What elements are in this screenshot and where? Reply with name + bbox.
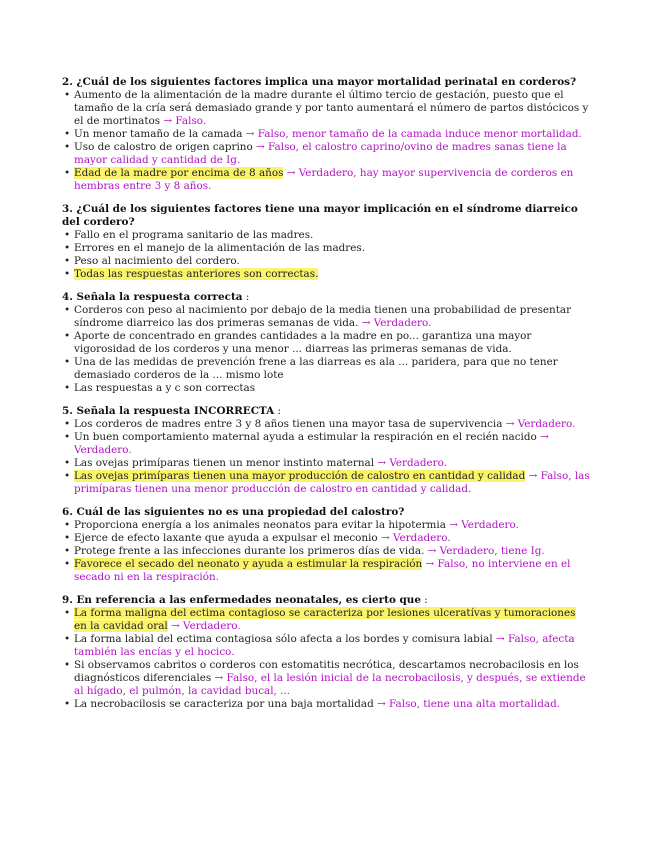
answer-note: → Verdadero. bbox=[374, 457, 447, 469]
question-title: 9. En referencia a las enfermedades neonatales, es cierto que : bbox=[62, 594, 428, 606]
option-item bbox=[62, 242, 590, 255]
option-text: Los corderos de madres entre 3 y 8 años tienen una mayor tasa de supervivencia bbox=[74, 418, 503, 430]
option-item bbox=[62, 698, 590, 711]
question-2 bbox=[62, 76, 590, 193]
answer-note: → Falso, las primíparas tienen una menor producción de calostro en cantidad y calidad. bbox=[74, 470, 590, 495]
answer-note: → Falso, el calostro caprino/ovino de madres sanas tiene la mayor calidad y cantidad de Ig. bbox=[74, 141, 567, 166]
answer-list bbox=[62, 229, 590, 281]
option-text: Un menor tamaño de la camada bbox=[74, 128, 243, 140]
answer-note: → Falso, afecta también las encías y el hocico. bbox=[74, 633, 575, 658]
option-item bbox=[62, 89, 590, 128]
option-text: Las ovejas primíparas tienen un menor instinto maternal bbox=[74, 457, 375, 469]
question-9 bbox=[62, 594, 590, 711]
question-title: 2. ¿Cuál de los siguientes factores implica una mayor mortalidad perinatal en corderos? bbox=[62, 76, 577, 88]
answer-note: → Falso, menor tamaño de la camada induce menor mortalidad. bbox=[242, 128, 582, 140]
option-item bbox=[62, 141, 590, 167]
highlighted-option-text: Las ovejas primíparas tienen una mayor producción de calostro en cantidad y calidad bbox=[74, 470, 526, 482]
answer-list bbox=[62, 418, 590, 496]
option-text: Proporciona energía a los animales neonatos para evitar la hipotermia bbox=[74, 519, 446, 531]
answer-list bbox=[62, 89, 590, 193]
question-title: 3. ¿Cuál de los siguientes factores tiene una mayor implicación en el síndrome diarreico del cordero? bbox=[62, 203, 578, 228]
highlighted-option-text: La forma maligna del ectima contagioso se caracteriza por lesiones ulceratívas y tumoraciones en la cavidad oral bbox=[74, 607, 576, 632]
question-5 bbox=[62, 405, 590, 496]
option-item bbox=[62, 431, 590, 457]
option-text: Una de las medidas de prevención frene a las diarreas es ala ... paridera, para que no tener demasiado corderos de la ... mismo lote bbox=[74, 356, 558, 381]
answer-list bbox=[62, 304, 590, 395]
answer-list bbox=[62, 519, 590, 584]
option-item bbox=[62, 532, 590, 545]
option-item bbox=[62, 558, 590, 584]
answer-note: → Verdadero. bbox=[445, 519, 519, 531]
answer-note: → Falso, no interviene en el secado ni en la respiración. bbox=[74, 558, 571, 583]
answer-note: → Verdadero. bbox=[502, 418, 576, 430]
option-text: La forma labial del ectima contagiosa sólo afecta a los bordes y comisura labial bbox=[74, 633, 493, 645]
option-text: Fallo en el programa sanitario de las madres. bbox=[74, 229, 314, 241]
option-item bbox=[62, 457, 590, 470]
answer-note: → Verdadero. bbox=[358, 317, 432, 329]
option-item bbox=[62, 255, 590, 268]
question-title: 5. Señala la respuesta INCORRECTA : bbox=[62, 405, 282, 417]
option-item bbox=[62, 607, 590, 633]
answer-note: → Verdadero, hay mayor supervivencia de corderos en hembras entre 3 y 8 años. bbox=[74, 167, 574, 192]
answer-note: → Verdadero, tiene Ig. bbox=[424, 545, 545, 557]
answer-note: → Verdadero. bbox=[377, 532, 451, 544]
option-item bbox=[62, 128, 590, 141]
option-item bbox=[62, 167, 590, 193]
option-text: Errores en el manejo de la alimentación de las madres. bbox=[74, 242, 366, 254]
question-6 bbox=[62, 506, 590, 584]
option-item bbox=[62, 545, 590, 558]
answer-note: → Verdadero. bbox=[74, 431, 549, 456]
highlighted-option-text: Todas las respuestas anteriores son correctas. bbox=[74, 268, 319, 280]
option-text: Corderos con peso al nacimiento por debajo de la media tienen una probabilidad de presentar síndrome diarreico las dos primeras semanas de vida. bbox=[74, 304, 572, 329]
highlighted-option-text: Favorece el secado del neonato y ayuda a estimular la respiración bbox=[74, 558, 423, 570]
answer-note: → Verdadero. bbox=[167, 620, 241, 632]
option-item bbox=[62, 330, 590, 356]
option-item bbox=[62, 268, 590, 281]
question-title: 4. Señala la respuesta correcta : bbox=[62, 291, 250, 303]
option-text: Ejerce de efecto laxante que ayuda a expulsar el meconio bbox=[74, 532, 378, 544]
answer-note: → Falso, el la lesión inicial de la necrobacilosis, y después, se extiende al hígado, el pulmón, la cavidad bucal, ... bbox=[74, 672, 586, 697]
option-text: Aumento de la alimentación de la madre durante el último tercio de gestación, puesto que el tamaño de la cría será demasiado grande y por tanto aumentará el número de partos distócicos y el de mortinatos bbox=[74, 89, 589, 127]
option-text: Un buen comportamiento maternal ayuda a estimular la respiración en el recién nacido bbox=[74, 431, 537, 443]
answer-note: → Falso. bbox=[160, 115, 207, 127]
question-3 bbox=[62, 203, 590, 281]
option-item bbox=[62, 633, 590, 659]
option-item bbox=[62, 470, 590, 496]
option-item bbox=[62, 659, 590, 698]
option-text: Peso al nacimiento del cordero. bbox=[74, 255, 240, 267]
question-title: 6. Cuál de las siguientes no es una propiedad del calostro? bbox=[62, 506, 405, 518]
option-item bbox=[62, 382, 590, 395]
highlighted-option-text: Edad de la madre por encima de 8 años bbox=[74, 167, 284, 179]
option-text: Las respuestas a y c son correctas bbox=[74, 382, 256, 394]
answer-list bbox=[62, 607, 590, 711]
option-text: Uso de calostro de origen caprino bbox=[74, 141, 253, 153]
option-text: La necrobacilosis se caracteriza por una baja mortalidad bbox=[74, 698, 374, 710]
option-text: Protege frente a las infecciones durante los primeros días de vida. bbox=[74, 545, 425, 557]
answer-note: → Falso, tiene una alta mortalidad. bbox=[373, 698, 561, 710]
option-item bbox=[62, 229, 590, 242]
question-4 bbox=[62, 291, 590, 395]
option-item bbox=[62, 356, 590, 382]
option-item bbox=[62, 519, 590, 532]
option-item bbox=[62, 304, 590, 330]
option-item bbox=[62, 418, 590, 431]
option-text: Aporte de concentrado en grandes cantidades a la madre en po... garantiza una mayor vigorosidad de los corderos y una menor ... diarreas las primeras semanas de vida. bbox=[74, 330, 532, 355]
option-text: Si observamos cabritos o corderos con estomatitis necrótica, descartamos necrobacilosis en los diagnósticos diferenciales bbox=[74, 659, 579, 684]
